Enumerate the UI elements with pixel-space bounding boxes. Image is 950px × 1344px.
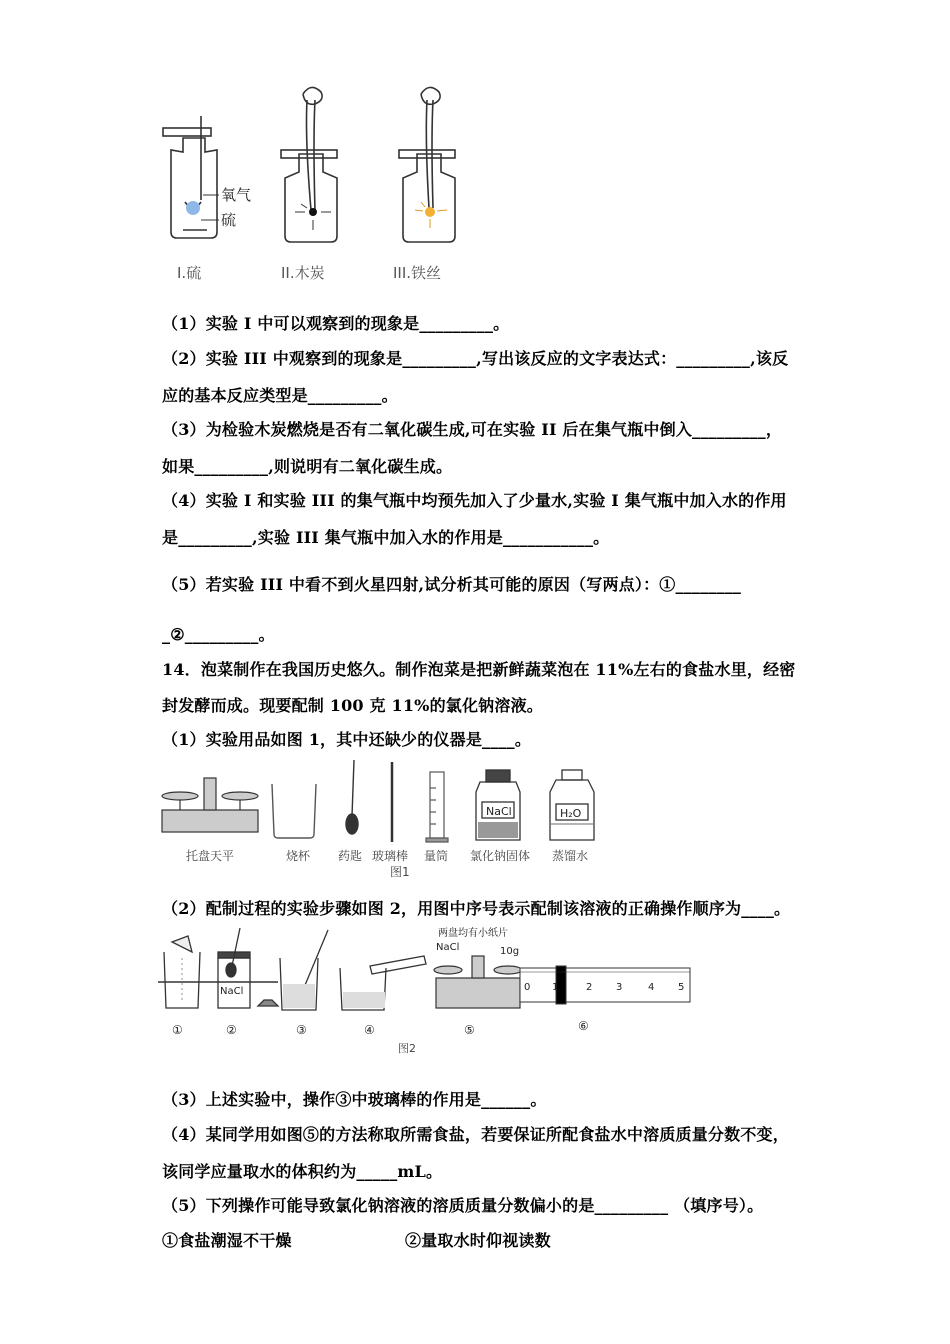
step-label-2: ② [226, 1023, 237, 1037]
q13-part1: （1）实验 I 中可以观察到的现象是_________。 [162, 314, 510, 333]
step-label-4: ④ [364, 1023, 375, 1037]
q13-part2-a: （2）实验 III 中观察到的现象是_________,写出该反应的文字表达式：_________,该反 [162, 349, 789, 368]
step-5-weight: 10g [500, 946, 520, 957]
combustion-figure [155, 80, 475, 290]
fig1-item-2: 烧杯 [286, 849, 311, 863]
balance-icon [162, 778, 258, 832]
fig1-item-6: 氯化钠固体 [470, 849, 531, 863]
ruler-tick-5: 5 [678, 982, 685, 993]
fig1-item-4: 玻璃棒 [372, 849, 409, 863]
label-exp-1: I.硫 [177, 264, 202, 282]
step-1-icon [164, 936, 200, 1008]
figure-2-steps [158, 922, 698, 1060]
q13-part3-a: （3）为检验木炭燃烧是否有二氧化碳生成,可在实验 II 后在集气瓶中倒入_________， [162, 420, 783, 439]
q14-part4-b: 该同学应量取水的体积约为_____mL。 [162, 1162, 443, 1181]
q13-part5-a: （5）若实验 III 中看不到火星四射,试分析其可能的原因（写两点）：①________ [162, 575, 742, 594]
q14-part2: （2）配制过程的实验步骤如图 2，用图中序号表示配制该溶液的正确操作顺序为____。 [162, 899, 791, 918]
q14-intro-b: 封发酵而成。现要配制 100 克 11%的氯化钠溶液。 [162, 696, 543, 715]
q13-part4-a: （4）实验 I 和实验 III 的集气瓶中均预先加入了少量水,实验 I 集气瓶中加入水的作用 [162, 491, 787, 510]
beaker-icon [272, 784, 316, 838]
jar-charcoal [281, 87, 337, 242]
q13-part3-b: 如果_________,则说明有二氧化碳生成。 [162, 457, 453, 476]
fig1-item-1: 托盘天平 [186, 849, 235, 863]
q13-part5-b: _②_________。 [162, 625, 275, 644]
step-6-ruler [520, 966, 690, 1004]
label-sulfur: 硫 [221, 211, 237, 229]
spoon-icon [346, 760, 358, 834]
ruler-tick-3: 3 [616, 982, 623, 993]
q13-part2-b: 应的基本反应类型是_________。 [162, 386, 398, 405]
step-5-note: 两盘均有小纸片 [438, 928, 508, 939]
water-bottle-icon [550, 770, 594, 840]
q14-part1: （1）实验用品如图 1，其中还缺少的仪器是____。 [162, 730, 532, 749]
step-5-nacl: NaCl [436, 942, 460, 953]
ruler-tick-0: 0 [524, 982, 531, 993]
fig1-item-5: 量筒 [424, 849, 449, 863]
fig1-caption: 图1 [390, 865, 410, 879]
ruler-tick-4: 4 [648, 982, 655, 993]
label-oxygen: 氧气 [221, 186, 252, 204]
step-label-5: ⑤ [464, 1023, 475, 1037]
step-3-icon [258, 930, 328, 1010]
q14-intro-a: 14．泡菜制作在我国历史悠久。制作泡菜是把新鲜蔬菜泡在 11%左右的食盐水里，经密 [162, 660, 796, 679]
q13-part4-b: 是_________,实验 III 集气瓶中加入水的作用是___________。 [162, 528, 610, 547]
step-label-3: ③ [296, 1023, 307, 1037]
q14-option-2: ②量取水时仰视读数 [405, 1231, 551, 1250]
jar-iron [399, 87, 455, 242]
figure-1-equipment [158, 758, 608, 883]
fig1-item-3: 药匙 [338, 849, 363, 863]
q14-part4-a: （4）某同学用如图⑤的方法称取所需食盐，若要保证所配食盐水中溶质质量分数不变， [162, 1125, 789, 1144]
cylinder-icon [426, 772, 448, 842]
step-4-icon [340, 956, 426, 1010]
q14-part3: （3）上述实验中，操作③中玻璃棒的作用是______。 [162, 1090, 547, 1109]
step-label-6: ⑥ [578, 1019, 589, 1033]
label-exp-2: II.木炭 [281, 264, 325, 282]
fig2-caption: 图2 [398, 1042, 416, 1055]
step-5-icon [434, 956, 522, 1008]
label-exp-3: III.铁丝 [393, 264, 442, 282]
ruler-tick-1: 1 [552, 982, 559, 993]
h2o-label: H₂O [560, 807, 582, 820]
step-2-nacl: NaCl [220, 986, 244, 997]
q14-part5: （5）下列操作可能导致氯化钠溶液的溶质质量分数偏小的是_________ （填序号）。 [162, 1196, 764, 1215]
fig1-item-7: 蒸馏水 [552, 849, 589, 863]
step-label-1: ① [172, 1023, 183, 1037]
q14-option-1: ①食盐潮湿不干燥 [162, 1231, 292, 1250]
nacl-label: NaCl [486, 805, 512, 818]
ruler-tick-2: 2 [586, 982, 593, 993]
